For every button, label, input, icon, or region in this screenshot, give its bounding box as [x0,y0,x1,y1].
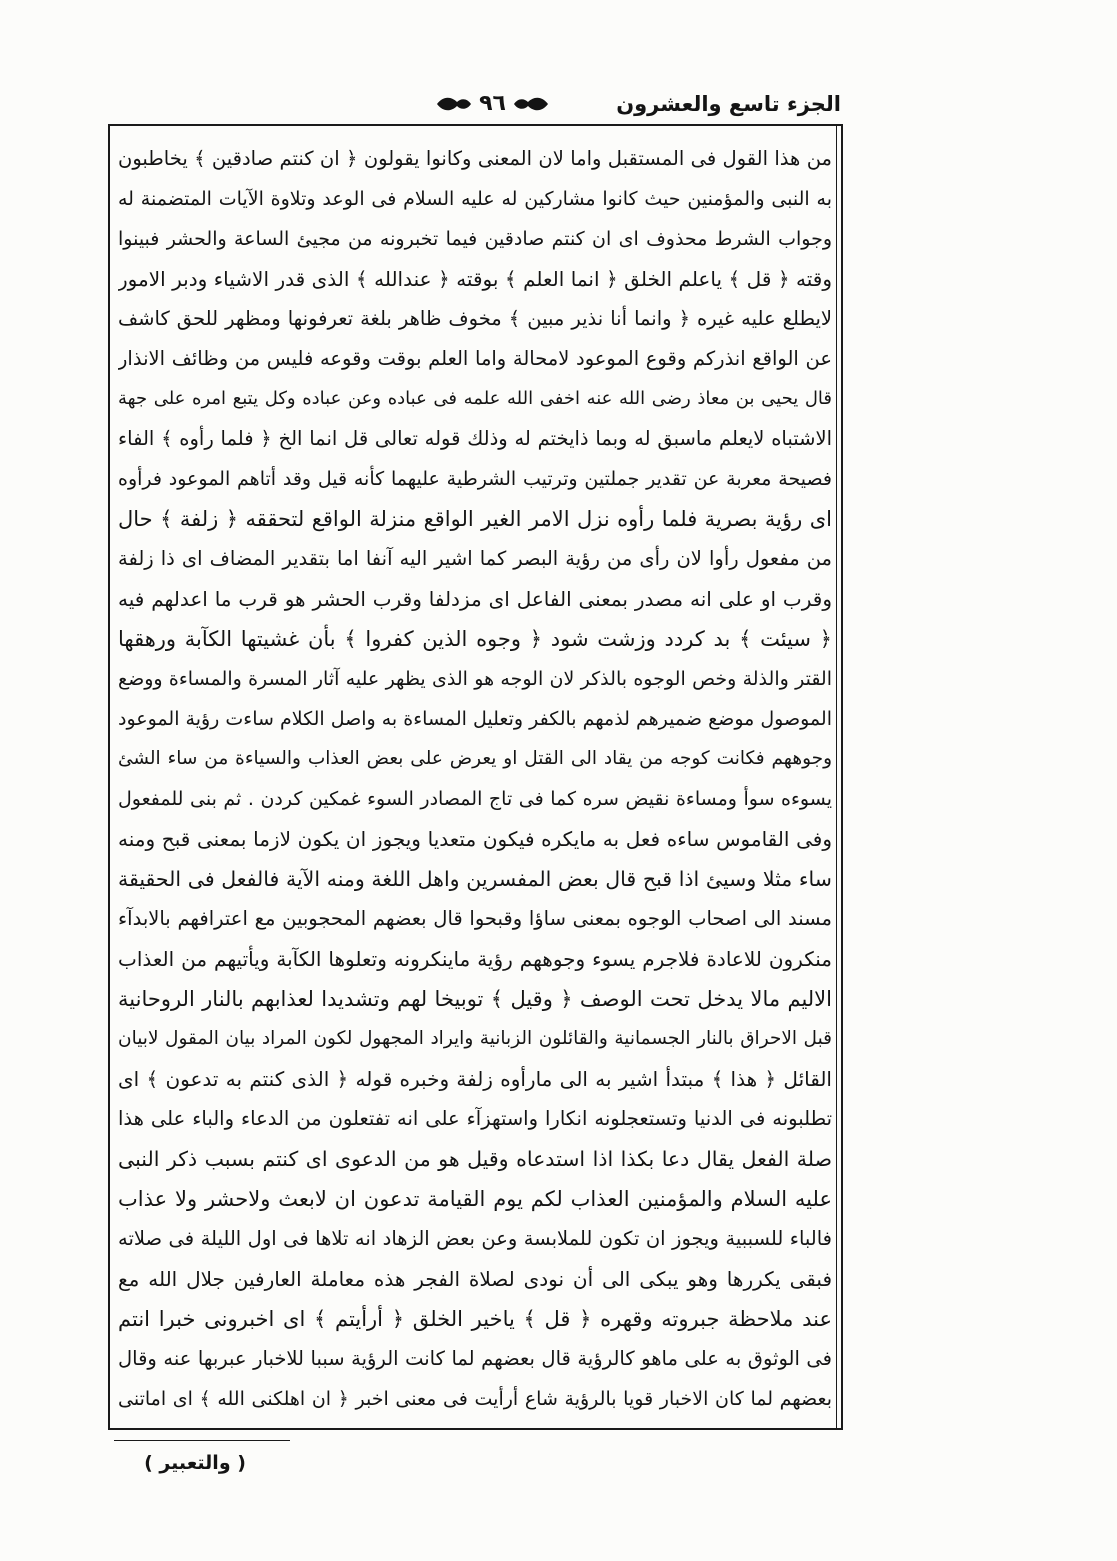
ornament-right-icon [512,94,550,114]
text-line: القتر والذلة وخص الوجوه بالذكر لان الوجه هو الذى يظهر عليه آثار المسرة والمساءة ووضع [118,668,832,690]
text-line: وجوههم فكانت كوجه من يقاد الى القتل او يعرض على بعض العذاب والسياءة من ساء الشئ [118,748,832,769]
frame-inner-rule [836,126,837,1428]
text-line: فبقى يكررها وهو يبكى الى أن نودى لصلاة الفجر هذه معاملة العارفين جلال الله مع [118,1267,832,1291]
text-line: عن الواقع انذركم وقوع الموعود لامحالة واما العلم بوقت وقوعه فليس من وظائف الانذار [118,347,832,370]
text-line: ﴿ سيئت ﴾ بد كردد وزشت شود ﴿ وجوه الذين كفروا ﴾ بأن غشيتها الكآبة ورهقها [118,627,832,651]
text-line: الموصول موضع ضميرهم لذمهم بالكفر وتعليل المساءة به واصل الكلام ساءت رؤية الموعود [118,708,832,730]
text-line: وقته ﴿ قل ﴾ ياعلم الخلق ﴿ انما العلم ﴾ بوقته ﴿ عندالله ﴾ الذى قدر الاشياء ودبر الامور [118,267,832,291]
text-line: من مفعول رأوا لان رأى من رؤية البصر كما اشير اليه آنفا اما بتقدير المضاف اى ذا زلفة [118,547,832,570]
ornament-left-icon [435,94,473,114]
text-line: عليه السلام والمؤمنين العذاب لكم يوم القيامة تدعون ان لابعث ولاحشر ولا عذاب [118,1187,832,1211]
text-line: يسوءه سوأ ومساءة نقيض سره كما فى تاج المصادر السوء غمكين كردن . ثم بنى للمفعول [118,788,832,810]
text-line: من هذا القول فى المستقبل واما لان المعنى وكانوا يقولون ﴿ ان كنتم صادقين ﴾ يخاطبون [118,147,832,170]
page-number: ٩٦ [479,91,506,116]
footer-rule [114,1440,290,1441]
catchword: ( والتعبير ) [144,1452,246,1474]
text-line: فصيحة معربة عن تقدير جملتين وترتيب الشرطية عليهما كأنه قيل وقد أتاهم الموعود فرأوه [118,468,832,490]
text-line: لايطلع عليه غيره ﴿ وانما أنا نذير مبين ﴾ مخوف ظاهر بلغة تعرفونها ومظهر للحق كاشف [118,307,832,330]
text-line: ساء مثلا وسيئ اذا قبح قال بعض المفسرين واهل اللغة ومنه الآية فالفعل فى الحقيقة [118,867,832,891]
text-line: وقرب او على انه مصدر بمعنى الفاعل اى مزدلفا وقرب الحشر هو قرب ما اعدلهم فيه [118,587,832,611]
text-line: به النبى والمؤمنين حيث كانوا مشاركين له عليه السلام فى الوعد وتلاوة الآيات المتضمنة له [118,188,832,210]
text-line: صلة الفعل يقال دعا بكذا اذا استدعاه وقيل هو من الدعوى اى كنتم بسبب ذكر النبى [118,1147,832,1171]
text-line: الاليم مالا يدخل تحت الوصف ﴿ وقيل ﴾ توبيخا لهم وتشديدا لعذابهم بالنار الروحانية [118,987,832,1011]
running-head-part-title: الجزء تاسع والعشرون [616,92,841,116]
text-line: فالباء للسببية ويجوز ان تكون للملابسة وعن بعض الزهاد انه تلاها فى اول الليلة فى صلاته [118,1227,832,1250]
text-line: اى رؤية بصرية فلما رأوه نزل الامر الغير الواقع منزلة الواقع لتحققه ﴿ زلفة ﴾ حال [118,507,832,531]
text-line: الاشتباه لايعلم ماسبق له وبما ذايختم له وذلك قوله تعالى قل انما الخ ﴿ فلما رأوه ﴾ الفاء [118,427,832,450]
text-line: قبل الاحراق بالنار الجسمانية والقائلون الزبانية وايراد المجهول لكون المراد بيان المقول لابيان [118,1028,832,1049]
text-line: منكرون للاعادة فلاجرم يسوء وجوههم رؤية ماينكرونه وتعلوها الكآبة ويأتيهم من العذاب [118,947,832,971]
page-number-ornament [430,86,555,122]
text-line: قال يحيى بن معاذ رضى الله عنه اخفى الله علمه فى عباده وعن عباده وكل يتبع امره على جهة [118,388,832,409]
text-line: بعضهم لما كان الاخبار قويا بالرؤية شاع أرأيت فى معنى اخبر ﴿ ان اهلكنى الله ﴾ اى اماتنى [118,1388,832,1410]
text-line: فى الوثوق به على ماهو كالرؤية قال بعضهم لما كانت الرؤية سببا للاخبار عبربها عنه وقال [118,1347,832,1370]
text-line: تطلبونه فى الدنيا وتستعجلونه انكارا واستهزآء على انه تفتعلون من الدعاء والباء على هذا [118,1107,832,1130]
text-line: القائل ﴿ هذا ﴾ مبتدأ اشير به الى مارأوه زلفة وخبره قوله ﴿ الذى كنتم به تدعون ﴾ اى [118,1067,832,1091]
text-line: مسند الى اصحاب الوجوه بمعنى ساؤا وقبحوا قال بعضهم المحجوبين مع اعترافهم بالابدآء [118,907,832,930]
text-line: وجواب الشرط محذوف اى ان كنتم صادقين فيما تخبرونه من مجيئ الساعة والحشر فبينوا [118,228,832,250]
text-line: عند ملاحظة جبروته وقهره ﴿ قل ﴾ ياخير الخلق ﴿ أرأيتم ﴾ اى اخبرونى خبرا انتم [118,1307,832,1331]
main-text-block [118,139,832,1419]
text-line: وفى القاموس ساءه فعل به مايكره فيكون متعديا ويجوز ان يكون لازما بمعنى قبح ومنه [118,827,832,851]
